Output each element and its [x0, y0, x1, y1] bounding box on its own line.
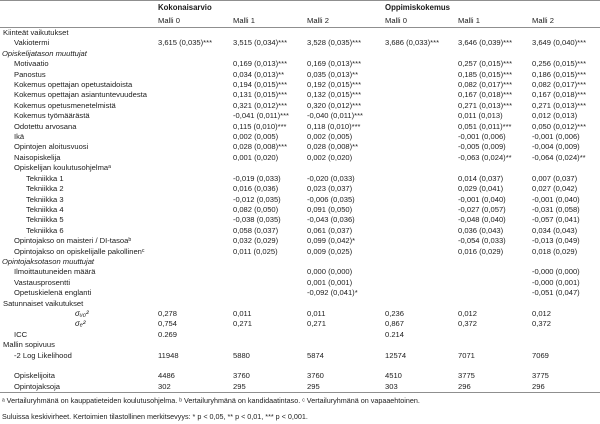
cell: 302 [158, 381, 171, 391]
model-header: Malli 2 [307, 16, 329, 25]
cell: 0,256 (0,015)*** [532, 59, 587, 69]
table-row [0, 101, 600, 111]
table-row [0, 361, 600, 371]
cell: 12574 [385, 350, 407, 360]
row-label: Odotettu arvosana [14, 121, 77, 131]
cell [532, 28, 600, 38]
cell [385, 101, 458, 111]
row-label: Vastausprosentti [14, 277, 70, 287]
cell: 0,035 (0,013)** [307, 69, 359, 79]
model-header: Malli 1 [233, 16, 255, 25]
table-row [0, 80, 600, 90]
row-label: Panostus [14, 69, 46, 79]
cell: 0,061 (0,037) [307, 225, 353, 235]
row-label: Kokemus opettajan opetustaidoista [14, 80, 133, 90]
cell: 7071 [458, 350, 475, 360]
cell: 0,016 (0,036) [233, 184, 279, 194]
cell: -0,092 (0,041)* [307, 288, 358, 298]
cell: 0,194 (0,015)*** [233, 80, 288, 90]
cell [385, 278, 458, 288]
cell [307, 257, 385, 267]
cell [307, 340, 385, 350]
footnote-comparison-groups: ᵃ Vertailuryhmänä on kauppatieteiden koulutusohjelma. ᵇ Vertailuryhmänä on kandidaatintaso. ᶜ Vertailuryhmänä on vapaaehtoinen. [2, 396, 420, 406]
column-group-header-row [0, 1, 600, 14]
cell [233, 340, 307, 350]
cell: 3,515 (0,034)*** [233, 38, 288, 48]
row-label: -2 Log Likelihood [14, 350, 72, 360]
table-row [0, 38, 600, 48]
cell: 0,028 (0,008)*** [233, 142, 288, 152]
cell: 0,091 (0,050) [307, 204, 353, 214]
row-label: ICC [14, 329, 28, 339]
table-row [0, 142, 600, 152]
cell [385, 195, 458, 205]
cell [158, 236, 233, 246]
cell: 0,016 (0,029) [458, 246, 504, 256]
table-row [0, 226, 600, 236]
row-label: Opetuskielenä englanti [14, 288, 92, 298]
cell: 0,754 [158, 319, 178, 329]
cell [158, 184, 233, 194]
cell [307, 163, 385, 173]
cell: -0,012 (0,035) [233, 194, 281, 204]
cell: 0,058 (0,037) [233, 225, 279, 235]
cell [158, 132, 233, 142]
cell: 0,009 (0,025) [307, 246, 353, 256]
cell [385, 215, 458, 225]
cell [458, 28, 532, 38]
cell: 0,011 (0,025) [233, 246, 278, 256]
cell [307, 299, 385, 309]
table-row [0, 236, 600, 246]
cell: -0,057 (0,041) [532, 215, 580, 225]
table-row [0, 28, 600, 38]
cell: -0,041 (0,011)*** [233, 111, 290, 121]
cell: 0,012 (0,013) [532, 111, 578, 121]
cell [385, 184, 458, 194]
cell [385, 247, 458, 257]
cell [158, 361, 233, 371]
table-row [0, 132, 600, 142]
cell [385, 70, 458, 80]
table-row [0, 205, 600, 215]
cell [233, 163, 307, 173]
cell [385, 80, 458, 90]
cell [158, 299, 233, 309]
cell: 0,007 (0,037) [532, 173, 578, 183]
cell [385, 205, 458, 215]
cell: -0,020 (0,033) [307, 173, 355, 183]
row-label: Tekniikka 2 [26, 184, 64, 194]
cell: -0,031 (0,058) [532, 204, 580, 214]
cell [458, 267, 532, 277]
cell [158, 340, 233, 350]
cell: 296 [458, 381, 471, 391]
row-label: Opintojaksotason muuttujat [2, 256, 95, 266]
row-label: σᵤ₀² [75, 308, 89, 318]
row-label: Tekniikka 5 [26, 215, 64, 225]
cell: 0,002 (0,005) [233, 132, 279, 142]
cell [385, 28, 458, 38]
cell [233, 361, 307, 371]
cell: 0.269 [158, 329, 178, 339]
cell: 295 [233, 381, 246, 391]
cell [532, 299, 600, 309]
cell: 0,372 [458, 319, 478, 329]
model-header-row [0, 14, 600, 27]
cell: -0,048 (0,040) [458, 215, 506, 225]
row-label: Satunnaiset vaikutukset [3, 298, 84, 308]
cell: 0,320 (0,012)*** [307, 100, 362, 110]
cell [158, 195, 233, 205]
table-row [0, 267, 600, 277]
cell: 0,115 (0,010)*** [233, 121, 287, 131]
cell: -0,019 (0,033) [233, 173, 281, 183]
cell [233, 267, 307, 277]
cell: 3775 [458, 371, 475, 381]
cell [385, 163, 458, 173]
cell [385, 361, 458, 371]
cell [158, 267, 233, 277]
table-row [0, 309, 600, 319]
cell: 0,118 (0,010)*** [307, 121, 361, 131]
row-label: Mallin sopivuus [3, 340, 55, 350]
cell: 0,186 (0,015)*** [532, 69, 587, 79]
cell [532, 330, 600, 340]
cell: 0,002 (0,005) [307, 132, 353, 142]
cell [385, 236, 458, 246]
cell: 303 [385, 381, 398, 391]
cell [158, 101, 233, 111]
cell [458, 278, 532, 288]
cell: 0,132 (0,015)*** [307, 90, 362, 100]
table-row [0, 174, 600, 184]
cell [307, 361, 385, 371]
table-row [0, 184, 600, 194]
table-row [0, 49, 600, 59]
table-row [0, 195, 600, 205]
row-label: Opintojaksoja [14, 381, 61, 391]
cell: 0,167 (0,018)*** [532, 90, 587, 100]
table-row [0, 351, 600, 361]
cell [458, 49, 532, 59]
cell: 0,236 [385, 308, 405, 318]
cell: -0,038 (0,035) [233, 215, 281, 225]
row-label [0, 361, 158, 371]
cell: -0,013 (0,049) [532, 236, 580, 246]
cell: 0,023 (0,037) [307, 184, 353, 194]
cell: 0,131 (0,015)*** [233, 90, 288, 100]
cell: 0,014 (0,037) [458, 173, 504, 183]
cell [385, 153, 458, 163]
row-label: Kokemus opettajan asiantuntevuudesta [14, 90, 147, 100]
cell: 0,011 [233, 308, 252, 318]
cell [458, 361, 532, 371]
table-row [0, 257, 600, 267]
cell: -0,054 (0,033) [458, 236, 506, 246]
cell [385, 288, 458, 298]
cell [158, 215, 233, 225]
cell [385, 90, 458, 100]
cell: -0,001 (0,006) [532, 132, 580, 142]
cell [158, 226, 233, 236]
table-row [0, 90, 600, 100]
row-label: Opintojen aloitusvuosi [14, 142, 89, 152]
cell: 0,271 (0,013)*** [458, 100, 513, 110]
table-row [0, 215, 600, 225]
cell: -0,027 (0,057) [458, 204, 506, 214]
cell [158, 288, 233, 298]
cell: -0,000 (0,001) [532, 277, 580, 287]
cell: 3,686 (0,033)*** [385, 38, 440, 48]
cell: 0,000 (0,000) [307, 267, 353, 277]
cell: 0,167 (0,018)*** [458, 90, 513, 100]
cell [385, 122, 458, 132]
cell [385, 111, 458, 121]
cell [233, 257, 307, 267]
cell [158, 142, 233, 152]
row-label: Tekniikka 3 [26, 194, 64, 204]
cell [385, 267, 458, 277]
cell: -0,001 (0,040) [458, 194, 506, 204]
row-label: Motivaatio [14, 59, 49, 69]
cell: 3,528 (0,035)*** [307, 38, 362, 48]
cell: -0,040 (0,011)*** [307, 111, 364, 121]
cell [307, 330, 385, 340]
cell [233, 28, 307, 38]
model-header: Malli 0 [385, 16, 407, 25]
cell [385, 174, 458, 184]
cell: -0,004 (0,009) [532, 142, 580, 152]
row-label: Ilmoittautuneiden määrä [14, 267, 96, 277]
cell [458, 340, 532, 350]
table-row [0, 319, 600, 329]
table-row [0, 330, 600, 340]
cell [233, 330, 307, 340]
cell: -0,006 (0,035) [307, 194, 355, 204]
cell [532, 361, 600, 371]
cell: 0,099 (0,042)* [307, 236, 356, 246]
cell: 295 [307, 381, 320, 391]
model-header: Malli 0 [158, 16, 180, 25]
cell [385, 226, 458, 236]
row-label: Opintojakso on opiskelijalle pakollinenᶜ [14, 246, 145, 256]
cell [158, 59, 233, 69]
cell: 0,278 [158, 308, 178, 318]
table-row [0, 59, 600, 69]
cell: 0,192 (0,015)*** [307, 80, 362, 90]
cell [158, 111, 233, 121]
table-row [0, 153, 600, 163]
table-row [0, 288, 600, 298]
cell [385, 49, 458, 59]
cell: 0,271 [233, 319, 253, 329]
model-header: Malli 2 [532, 16, 554, 25]
table-row [0, 163, 600, 173]
row-label: Tekniikka 6 [26, 225, 64, 235]
cell: 0,036 (0,043) [458, 225, 504, 235]
cell: 3,615 (0,035)*** [158, 38, 213, 48]
cell: 0,018 (0,029) [532, 246, 578, 256]
cell: 11948 [158, 350, 179, 360]
cell [307, 49, 385, 59]
cell [158, 70, 233, 80]
cell: 3775 [532, 371, 549, 381]
cell: 7069 [532, 350, 549, 360]
cell [385, 132, 458, 142]
cell: 0,082 (0,050) [233, 204, 279, 214]
cell: 0,028 (0,008)** [307, 142, 359, 152]
cell: 4486 [158, 371, 175, 381]
cell [158, 80, 233, 90]
cell [158, 90, 233, 100]
cell [158, 278, 233, 288]
model-header: Malli 1 [458, 16, 480, 25]
cell [158, 28, 233, 38]
cell [532, 340, 600, 350]
cell [158, 153, 233, 163]
cell: 4510 [385, 371, 402, 381]
cell [158, 49, 233, 59]
table-row [0, 122, 600, 132]
cell: 0,034 (0,013)** [233, 69, 285, 79]
cell: 0,257 (0,015)*** [458, 59, 513, 69]
row-label: σₑ² [75, 319, 86, 329]
column-group-oppimiskokemus: Oppimiskokemus [385, 3, 450, 12]
cell: 0,001 (0,020) [233, 152, 279, 162]
column-group-kokonaisarvio: Kokonaisarvio [158, 3, 212, 12]
cell: -0,005 (0,009) [458, 142, 506, 152]
cell: 0,372 [532, 319, 552, 329]
cell [158, 257, 233, 267]
cell: 0,185 (0,015)*** [458, 69, 513, 79]
cell [458, 257, 532, 267]
cell [532, 257, 600, 267]
table-row [0, 371, 600, 381]
cell [458, 288, 532, 298]
cell: -0,051 (0,047) [532, 288, 580, 298]
cell: 0,012 [532, 308, 552, 318]
cell: 0,002 (0,020) [307, 152, 353, 162]
row-label: Opiskelijatason muuttujat [2, 48, 87, 58]
table-row [0, 70, 600, 80]
cell: 3,646 (0,039)*** [458, 38, 513, 48]
table-body [0, 28, 600, 392]
footnote-significance: Suluissa keskivirheet. Kertoimien tilastollinen merkitsevyys: * p < 0,05, ** p < 0,01, *** p < 0,001. [2, 412, 308, 422]
row-label: Ikä [14, 132, 25, 142]
cell: -0,043 (0,036) [307, 215, 355, 225]
table-row [0, 247, 600, 257]
row-label: Opiskelijoita [14, 371, 55, 381]
cell: 0,050 (0,012)*** [532, 121, 587, 131]
cell: 0,271 [307, 319, 327, 329]
cell [532, 49, 600, 59]
cell [458, 163, 532, 173]
cell: 5874 [307, 350, 324, 360]
cell: 0,012 [458, 308, 478, 318]
row-label: Tekniikka 1 [26, 173, 64, 183]
row-label: Kokemus työmäärästä [14, 111, 90, 121]
cell [158, 247, 233, 257]
cell: 0,321 (0,012)*** [233, 100, 288, 110]
table-row [0, 278, 600, 288]
cell: 0,051 (0,011)*** [458, 121, 512, 131]
table-row [0, 340, 600, 350]
cell: -0,001 (0,006) [458, 132, 506, 142]
cell [233, 49, 307, 59]
cell [233, 288, 307, 298]
cell: 0,082 (0,017)*** [532, 80, 587, 90]
cell: 0,034 (0,043) [532, 225, 578, 235]
cell [385, 142, 458, 152]
cell [233, 278, 307, 288]
row-label: Kiinteät vaikutukset [3, 28, 69, 37]
cell: -0,064 (0,024)** [532, 152, 586, 162]
cell: -0,063 (0,024)** [458, 152, 512, 162]
cell: 0,082 (0,017)*** [458, 80, 513, 90]
cell: 0,029 (0,041) [458, 184, 504, 194]
row-label: Kokemus opetusmenetelmistä [14, 100, 116, 110]
cell: 0,032 (0,029) [233, 236, 279, 246]
cell [158, 205, 233, 215]
row-label: Tekniikka 4 [26, 204, 64, 214]
cell [458, 330, 532, 340]
row-label: Naisopiskelija [14, 152, 61, 162]
cell: 3760 [233, 371, 250, 381]
cell [385, 340, 458, 350]
table-row [0, 111, 600, 121]
cell [158, 122, 233, 132]
cell [233, 299, 307, 309]
cell: 0,027 (0,042) [532, 184, 578, 194]
cell [458, 299, 532, 309]
table-row [0, 382, 600, 392]
cell [307, 28, 385, 38]
cell: 0,271 (0,013)*** [532, 100, 587, 110]
cell [532, 163, 600, 173]
cell [385, 257, 458, 267]
cell: 3,649 (0,040)*** [532, 38, 587, 48]
cell: -0,000 (0,000) [532, 267, 580, 277]
bottom-rule [0, 392, 600, 393]
cell: 0,011 [307, 308, 326, 318]
cell: 0,011 (0,013) [458, 111, 503, 121]
cell: 0.214 [385, 329, 405, 339]
row-label: Opintojakso on maisteri / DI-tasoaᵇ [14, 236, 132, 246]
table-row [0, 299, 600, 309]
cell: 0,001 (0,001) [307, 277, 353, 287]
cell [385, 59, 458, 69]
cell: 3760 [307, 371, 324, 381]
row-label: Vakiotermi [14, 38, 50, 48]
cell [158, 163, 233, 173]
cell [385, 299, 458, 309]
cell [158, 174, 233, 184]
cell: -0,001 (0,040) [532, 194, 580, 204]
row-label: Opiskelijan koulutusohjelmaᵃ [14, 163, 111, 173]
cell: 0,169 (0,013)*** [233, 59, 288, 69]
cell: 0,867 [385, 319, 405, 329]
cell: 0,169 (0,013)*** [307, 59, 362, 69]
cell: 5880 [233, 350, 250, 360]
cell: 296 [532, 381, 545, 391]
